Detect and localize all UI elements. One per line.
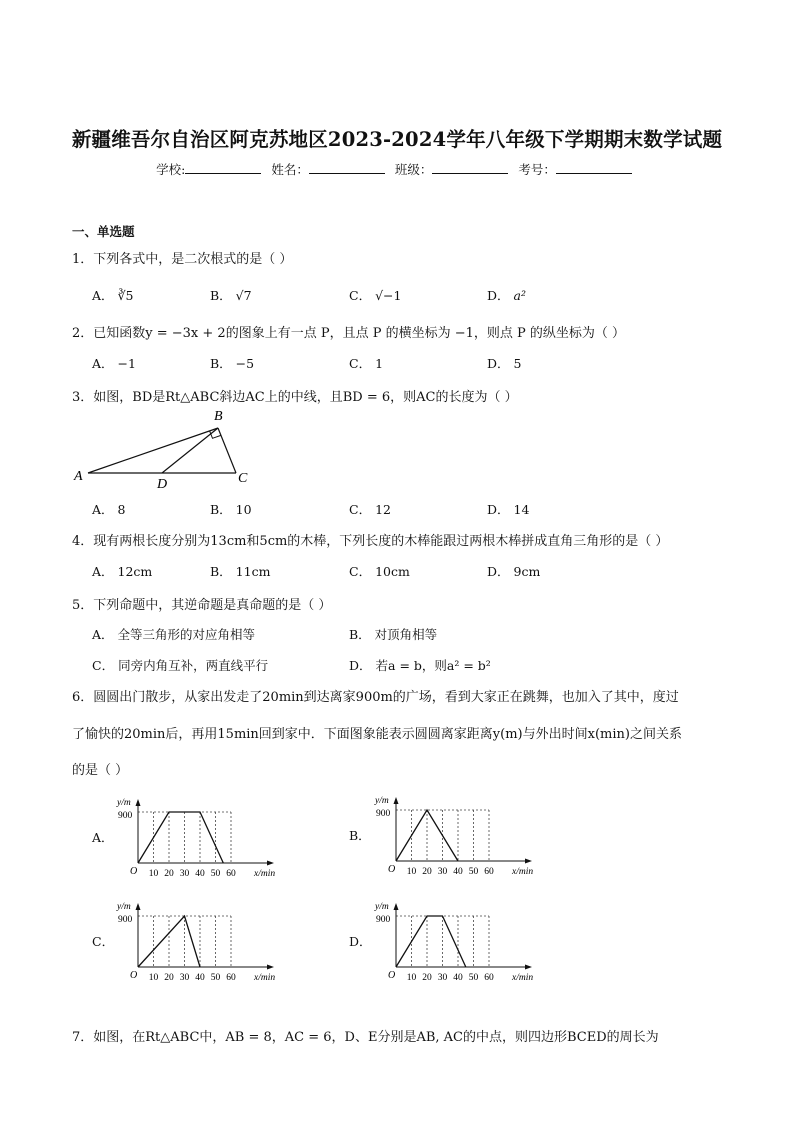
option-text: 同旁内角互补，两直线平行: [118, 658, 269, 673]
option-letter: D．: [487, 356, 510, 371]
graph-b: [370, 792, 542, 884]
graph-a: [112, 794, 284, 886]
triangle-figure: [70, 404, 260, 490]
option-text: 11cm: [235, 564, 271, 579]
option-text: 12: [375, 502, 391, 517]
x-axis-arrow: [267, 965, 274, 970]
option-text: 全等三角形的对应角相等: [117, 627, 256, 642]
q6-option-a-label[interactable]: A．: [92, 830, 114, 845]
y-axis-arrow: [136, 903, 141, 910]
y-axis-arrow: [394, 797, 399, 804]
y-axis-label: y/m: [375, 796, 389, 806]
question-6-line-2: 了愉快的20min后，再用15min回到家中．下面图象能表示圆圆离家距离y(m)与外出时间x(min)之间关系: [72, 727, 682, 742]
x-tick-label: 10: [148, 973, 159, 983]
y-tick-label: 900: [376, 915, 391, 925]
option-letter: C．: [349, 502, 372, 517]
option-text: 10: [235, 502, 252, 517]
option-letter: C．: [349, 288, 372, 303]
y-axis-label: y/m: [375, 902, 389, 912]
option-text: 1: [375, 356, 384, 371]
origin-label: O: [130, 866, 138, 877]
q5-option-d[interactable]: [349, 656, 491, 674]
question-3-stem: 3．如图，BD是Rt△ABC斜边AC上的中线，且BD = 6，则AC的长度为（ ）: [72, 390, 518, 405]
option-text: √7: [235, 288, 252, 303]
option-letter: A．: [92, 627, 114, 642]
x-axis-arrow: [525, 859, 532, 864]
x-tick-label: 50: [468, 867, 479, 877]
y-tick-label: 900: [376, 809, 391, 819]
option-text: ∛5: [117, 288, 134, 303]
option-letter: A．: [92, 502, 114, 517]
question-2-stem: 2．已知函数y = −3x + 2的图象上有一点 P，且点 P 的横坐标为 −1，则点 P 的纵坐标为（ ）: [72, 326, 626, 341]
label-c: C: [238, 471, 248, 486]
x-tick-label: 60: [484, 867, 494, 877]
distance-time-line: [138, 812, 223, 863]
name-label: 姓名：: [271, 162, 309, 177]
y-tick-label: 900: [118, 915, 133, 925]
option-letter: B．: [210, 288, 232, 303]
q4-option-d[interactable]: [487, 562, 540, 580]
exam-title: 新疆维吾尔自治区阿克苏地区2023-2024学年八年级下学期期末数学试题: [71, 128, 723, 151]
question-5-stem: 5．下列命题中，其逆命题是真命题的是（ ）: [72, 598, 332, 613]
y-axis-arrow: [136, 799, 141, 806]
q5-option-c[interactable]: [92, 656, 268, 674]
option-text: 5: [513, 356, 522, 371]
x-tick-label: 20: [164, 869, 174, 879]
label-a: A: [74, 469, 83, 484]
x-tick-label: 30: [437, 867, 448, 877]
origin-label: O: [130, 970, 138, 981]
q3-option-b[interactable]: [210, 500, 252, 518]
x-tick-label: 40: [453, 867, 463, 877]
x-tick-label: 60: [484, 973, 494, 983]
q5-option-a[interactable]: [92, 625, 255, 643]
id-blank[interactable]: [556, 161, 632, 174]
origin-label: O: [388, 864, 396, 875]
id-label: 考号：: [518, 162, 556, 177]
question-4-stem: 4．现有两根长度分别为13cm和5cm的木棒，下列长度的木棒能跟过两根木棒拼成直角三角形的是（ ）: [72, 534, 669, 549]
median-bd: [162, 428, 218, 473]
origin-label: O: [388, 970, 396, 981]
x-axis-label: x/min: [254, 869, 276, 879]
name-blank[interactable]: [309, 161, 385, 174]
option-text: √−1: [375, 288, 402, 303]
question-6-line-1: 6．圆圆出门散步，从家出发走了20min到达离家900m的广场，看到大家正在跳舞，也加入了其中，度过: [72, 690, 679, 705]
q4-option-c[interactable]: [349, 562, 410, 580]
question-7-stem: 7．如图，在Rt△ABC中，AB = 8，AC = 6，D、E分别是AB, AC的中点，则四边形BCED的周长为: [72, 1030, 659, 1045]
option-letter: A．: [92, 564, 114, 579]
x-tick-label: 30: [179, 869, 190, 879]
y-axis-label: y/m: [117, 902, 131, 912]
q2-option-b[interactable]: [210, 354, 254, 372]
q3-option-c[interactable]: [349, 500, 391, 518]
x-tick-label: 50: [468, 973, 479, 983]
option-letter: C．: [349, 356, 372, 371]
q3-option-d[interactable]: [487, 500, 529, 518]
q1-option-c[interactable]: [349, 286, 401, 304]
q3-option-a[interactable]: [92, 500, 125, 518]
class-blank[interactable]: [432, 161, 508, 174]
x-tick-label: 60: [226, 973, 236, 983]
x-tick-label: 30: [179, 973, 190, 983]
y-tick-label: 900: [118, 811, 133, 821]
x-axis-arrow: [267, 861, 274, 866]
school-label: 学校:: [156, 162, 186, 177]
y-axis-arrow: [394, 903, 399, 910]
q2-option-c[interactable]: [349, 354, 383, 372]
option-letter: A．: [92, 356, 114, 371]
question-6-line-3: 的是（ ）: [72, 763, 129, 778]
q1-option-a[interactable]: [92, 286, 133, 304]
q6-option-c-label[interactable]: C．: [92, 934, 115, 949]
option-letter: C．: [349, 564, 372, 579]
x-tick-label: 10: [406, 867, 417, 877]
x-tick-label: 40: [453, 973, 463, 983]
label-d: D: [157, 477, 168, 490]
option-letter: D．: [487, 564, 510, 579]
option-text: 若a = b，则a² = b²: [375, 658, 491, 673]
section-title: 一、单选题: [72, 224, 135, 239]
option-letter: D．: [487, 288, 510, 303]
option-letter: D．: [487, 502, 510, 517]
graph-d: [370, 898, 542, 990]
graph-c: [112, 898, 284, 990]
side-ab: [88, 428, 218, 473]
option-text: 14: [513, 502, 530, 517]
x-axis-arrow: [525, 965, 532, 970]
question-1-stem: 1．下列各式中，是二次根式的是（ ）: [72, 252, 293, 267]
x-tick-label: 10: [148, 869, 159, 879]
x-axis-label: x/min: [512, 973, 534, 983]
option-text: 8: [117, 502, 126, 517]
option-letter: D．: [349, 658, 372, 673]
option-text: 12cm: [117, 564, 153, 579]
option-letter: B．: [210, 564, 232, 579]
x-tick-label: 40: [195, 869, 205, 879]
option-text: a²: [513, 288, 526, 303]
student-info-line: [0, 160, 794, 178]
option-letter: B．: [210, 502, 232, 517]
q5-option-b[interactable]: [349, 625, 437, 643]
option-text: −1: [117, 356, 136, 371]
option-letter: B．: [349, 627, 371, 642]
option-text: 9cm: [513, 564, 541, 579]
q1-option-b[interactable]: [210, 286, 252, 304]
class-label: 班级：: [394, 162, 433, 177]
x-axis-label: x/min: [254, 973, 276, 983]
option-letter: C．: [92, 658, 115, 673]
side-bc: [218, 428, 236, 473]
x-tick-label: 10: [406, 973, 417, 983]
x-tick-label: 30: [437, 973, 448, 983]
q2-option-a[interactable]: [92, 354, 136, 372]
x-tick-label: 40: [195, 973, 205, 983]
option-text: 10cm: [375, 564, 410, 579]
q2-option-d[interactable]: [487, 354, 521, 372]
option-text: −5: [235, 356, 255, 371]
x-tick-label: 50: [210, 869, 221, 879]
x-tick-label: 20: [422, 973, 432, 983]
x-tick-label: 60: [226, 869, 236, 879]
distance-time-line: [396, 916, 466, 967]
x-tick-label: 20: [164, 973, 174, 983]
label-b: B: [214, 409, 223, 424]
q4-option-a[interactable]: [92, 562, 152, 580]
y-axis-label: y/m: [117, 798, 131, 808]
q4-option-b[interactable]: [210, 562, 270, 580]
q1-option-d[interactable]: [487, 286, 526, 304]
x-axis-label: x/min: [512, 867, 534, 877]
q6-option-b-label[interactable]: B．: [349, 828, 371, 843]
x-tick-label: 20: [422, 867, 432, 877]
school-blank[interactable]: [185, 161, 261, 174]
x-tick-label: 50: [210, 973, 221, 983]
option-letter: B．: [210, 356, 232, 371]
option-letter: A．: [92, 288, 114, 303]
option-text: 对顶角相等: [374, 627, 438, 642]
q6-option-d-label[interactable]: D．: [349, 934, 372, 949]
